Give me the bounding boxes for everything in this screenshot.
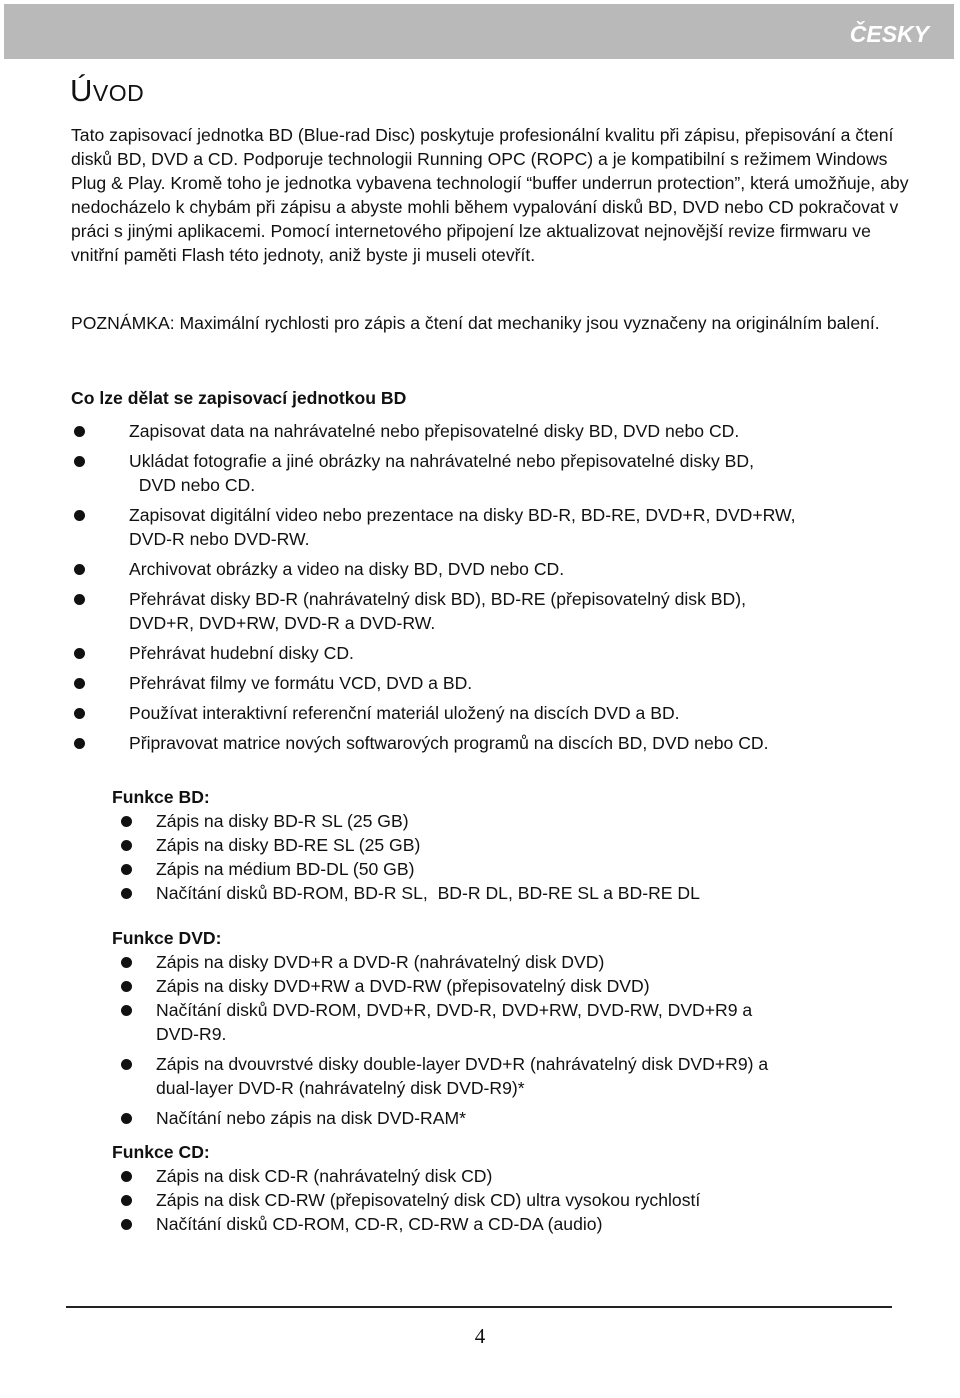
functions-cd-list — [112, 1164, 912, 1236]
bullet-icon — [74, 648, 85, 659]
bullet-icon — [121, 1171, 132, 1182]
bullet-icon — [74, 426, 85, 437]
list-item-text: Používat interaktivní referenční materiál uložený na discích DVD a BD. — [129, 703, 680, 723]
list-item-text: Zápis na disky BD-RE SL (25 GB) — [156, 835, 421, 855]
footer-divider — [66, 1306, 892, 1308]
bullet-icon — [74, 564, 85, 575]
list-item — [112, 809, 912, 833]
list-item-text: Archivovat obrázky a video na disky BD, DVD nebo CD. — [129, 559, 565, 579]
bullet-icon — [121, 888, 132, 899]
list-item-text: DVD nebo CD. — [129, 475, 256, 495]
bullet-icon — [121, 1113, 132, 1124]
bullet-icon — [121, 981, 132, 992]
list-item — [112, 998, 912, 1046]
list-item-text: dual-layer DVD-R (nahrávatelný disk DVD-R9)* — [156, 1078, 525, 1098]
bullet-icon — [121, 816, 132, 827]
functions-dvd-heading: Funkce DVD: — [112, 928, 222, 948]
list-item — [70, 419, 930, 443]
functions-dvd-section — [112, 926, 912, 1130]
list-item-text: Zapisovat digitální video nebo prezentace na disky BD-R, BD-RE, DVD+R, DVD+RW, — [129, 505, 796, 525]
list-item-text: Zápis na disky DVD+RW a DVD-RW (přepisovatelný disk DVD) — [156, 976, 650, 996]
bullet-icon — [121, 1059, 132, 1070]
list-item — [112, 1164, 912, 1188]
list-item-text: Zapisovat data na nahrávatelné nebo přepisovatelné disky BD, DVD nebo CD. — [129, 421, 740, 441]
list-item — [70, 701, 930, 725]
list-item-text: Zápis na disky BD-R SL (25 GB) — [156, 811, 409, 831]
intro-paragraph: Tato zapisovací jednotka BD (Blue-rad Disc) poskytuje profesionální kvalitu při zápisu, přepisování a čtení disků BD, DVD a CD. Podporuje technologii Running OPC (ROPC) a je kompatibilní s režimem Windows Plug & Play. Kromě toho je jednotka vybavena technologií “buffer underrun protection”, která umožňuje, aby nedocházelo k chybám při zápisu a abyste mohli během vypalování disků BD, DVD nebo CD pokračovat v práci s jinými aplikacemi. Pomocí internetového připojení lze aktualizovat nejnovější revize firmwaru ve vnitřní paměti Flash této jednoty, aniž byste ji museli otevřít. — [71, 125, 909, 265]
list-item-text: Načítání disků DVD-ROM, DVD+R, DVD-R, DVD+RW, DVD-RW, DVD+R9 a — [156, 1000, 753, 1020]
list-item-text: Načítání disků CD-ROM, CD-R, CD-RW a CD-DA (audio) — [156, 1214, 603, 1234]
list-item-text: Přehrávat disky BD-R (nahrávatelný disk BD), BD-RE (přepisovatelný disk BD), — [129, 589, 746, 609]
page-number: 4 — [474, 1324, 486, 1348]
list-item-text: Připravovat matrice nových softwarových programů na discích BD, DVD nebo CD. — [129, 733, 769, 753]
functions-cd-heading: Funkce CD: — [112, 1142, 210, 1162]
list-item-text: DVD-R9. — [156, 1024, 227, 1044]
title-rest: VOD — [92, 80, 145, 106]
bullet-icon — [74, 708, 85, 719]
list-item-text: Zápis na disk CD-R (nahrávatelný disk CD) — [156, 1166, 493, 1186]
functions-dvd-list — [112, 950, 912, 1130]
bullet-icon — [121, 1005, 132, 1016]
list-item-text: Ukládat fotografie a jiné obrázky na nahrávatelné nebo přepisovatelné disky BD, — [129, 451, 754, 471]
list-item — [70, 557, 930, 581]
list-item — [70, 671, 930, 695]
capabilities-heading: Co lze dělat se zapisovací jednotkou BD — [71, 388, 407, 408]
list-item — [112, 1212, 912, 1236]
list-item — [70, 449, 930, 497]
bullet-icon — [74, 456, 85, 467]
title-initial: Ú — [70, 73, 93, 108]
bullet-icon — [74, 594, 85, 605]
page-title — [70, 73, 144, 109]
list-item — [112, 1106, 912, 1130]
list-item-text: Zápis na disk CD-RW (přepisovatelný disk CD) ultra vysokou rychlostí — [156, 1190, 701, 1210]
list-item — [112, 1188, 912, 1212]
note-paragraph: POZNÁMKA: Maximální rychlosti pro zápis a čtení dat mechaniky jsou vyznačeny na originálním balení. — [71, 313, 880, 333]
bullet-icon — [121, 1195, 132, 1206]
bullet-icon — [74, 738, 85, 749]
functions-bd-section — [112, 785, 912, 905]
list-item — [112, 857, 912, 881]
list-item — [112, 950, 912, 974]
list-item-text: Zápis na disky DVD+R a DVD-R (nahrávatelný disk DVD) — [156, 952, 605, 972]
list-item-text: DVD+R, DVD+RW, DVD-R a DVD-RW. — [129, 613, 436, 633]
list-item-text: DVD-R nebo DVD-RW. — [129, 529, 310, 549]
functions-cd-section — [112, 1140, 912, 1236]
capabilities-list — [70, 419, 930, 755]
list-item — [112, 833, 912, 857]
bullet-icon — [74, 678, 85, 689]
list-item-text: Zápis na dvouvrstvé disky double-layer DVD+R (nahrávatelný disk DVD+R9) a — [156, 1054, 769, 1074]
list-item-text: Načítání nebo zápis na disk DVD-RAM* — [156, 1108, 466, 1128]
functions-bd-list — [112, 809, 912, 905]
list-item — [112, 974, 912, 998]
functions-bd-heading: Funkce BD: — [112, 787, 210, 807]
list-item — [70, 587, 930, 635]
list-item-text: Přehrávat hudební disky CD. — [129, 643, 354, 663]
bullet-icon — [121, 957, 132, 968]
list-item-text: Přehrávat filmy ve formátu VCD, DVD a BD. — [129, 673, 473, 693]
header-bar — [4, 4, 954, 59]
bullet-icon — [121, 864, 132, 875]
bullet-icon — [121, 840, 132, 851]
bullet-icon — [121, 1219, 132, 1230]
list-item — [112, 881, 912, 905]
list-item — [70, 731, 930, 755]
list-item — [112, 1052, 912, 1100]
list-item — [70, 641, 930, 665]
bullet-icon — [74, 510, 85, 521]
list-item-text: Zápis na médium BD-DL (50 GB) — [156, 859, 415, 879]
list-item-text: Načítání disků BD-ROM, BD-R SL, BD-R DL, BD-RE SL a BD-RE DL — [156, 883, 700, 903]
language-label: ČESKY — [849, 21, 929, 47]
list-item — [70, 503, 930, 551]
